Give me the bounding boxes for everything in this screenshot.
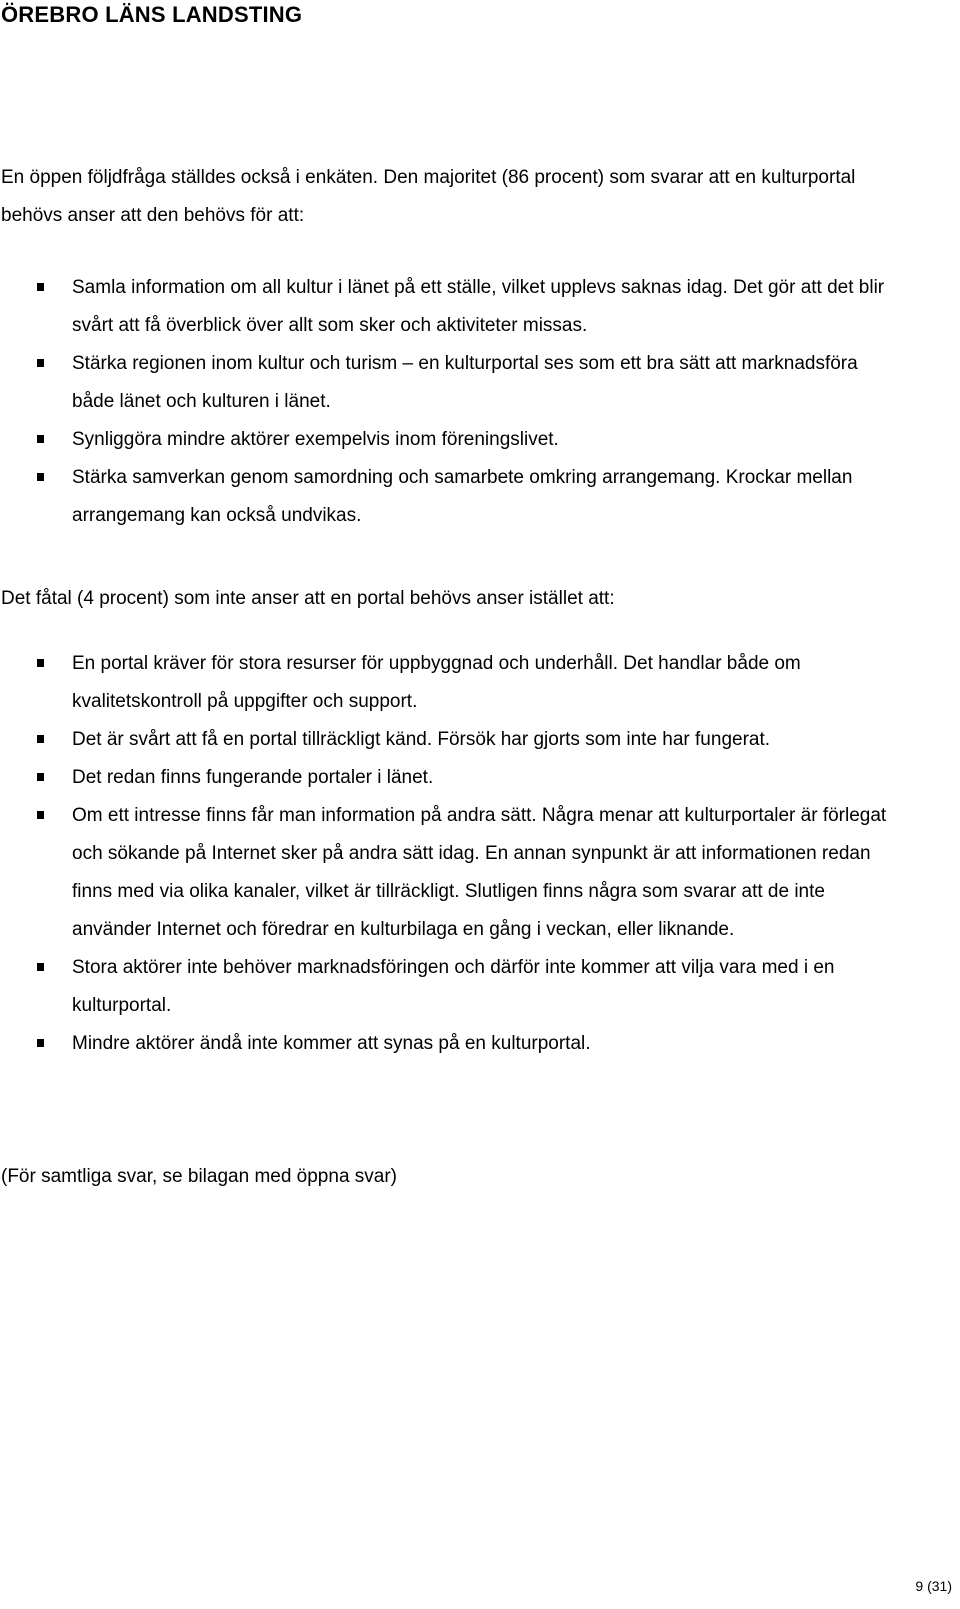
page-header-title: ÖREBRO LÄNS LANDSTING	[1, 2, 303, 27]
square-bullet-icon	[37, 963, 44, 971]
reasons-for-portal-list	[0, 269, 900, 535]
list-item	[0, 759, 900, 797]
list-item-text: Samla information om all kultur i länet på ett ställe, vilket upplevs saknas idag. Det gör att det blir svårt att få överblick över allt som sker och aktiviteter missas.	[72, 277, 885, 336]
list-item	[0, 345, 900, 421]
second-intro-paragraph: Det fåtal (4 procent) som inte anser att en portal behövs anser istället att:	[1, 588, 615, 609]
list-item-text: Det är svårt att få en portal tillräckligt känd. Försök har gjorts som inte har fungerat.	[72, 729, 771, 750]
list-item-text: Mindre aktörer ändå inte kommer att synas på en kulturportal.	[72, 1033, 591, 1054]
list-item-text: Synliggöra mindre aktörer exempelvis inom föreningslivet.	[72, 429, 559, 450]
intro-paragraph: En öppen följdfråga ställdes också i enkäten. Den majoritet (86 procent) som svarar att en kulturportal behövs anser att den behövs för att:	[1, 167, 856, 226]
square-bullet-icon	[37, 473, 44, 481]
list-item	[0, 459, 900, 535]
page-number: 9 (31)	[915, 1578, 952, 1594]
list-item	[0, 949, 900, 1025]
square-bullet-icon	[37, 811, 44, 819]
list-item	[0, 721, 900, 759]
list-item	[0, 421, 900, 459]
square-bullet-icon	[37, 773, 44, 781]
square-bullet-icon	[37, 659, 44, 667]
list-item-text: Stora aktörer inte behöver marknadsföringen och därför inte kommer att vilja vara med i en kulturportal.	[72, 957, 835, 1016]
list-item-text: Stärka samverkan genom samordning och samarbete omkring arrangemang. Krockar mellan arrangemang kan också undvikas.	[72, 467, 853, 526]
list-item	[0, 797, 900, 949]
list-item	[0, 1025, 900, 1063]
list-item-text: Om ett intresse finns får man information på andra sätt. Några menar att kulturportaler är förlegat och sökande på Internet sker på andra sätt idag. En annan synpunkt är att informationen redan finns med via olika kanaler, vilket är tillräckligt. Slutligen finns några som svarar att de inte använder Internet och föredrar en kulturbilaga en gång i veckan, eller liknande.	[72, 805, 887, 940]
list-item-text: En portal kräver för stora resurser för uppbyggnad och underhåll. Det handlar både om kvalitetskontroll på uppgifter och support.	[72, 653, 801, 712]
closing-note: (För samtliga svar, se bilagan med öppna svar)	[1, 1166, 398, 1187]
square-bullet-icon	[37, 435, 44, 443]
list-item-text: Stärka regionen inom kultur och turism – en kulturportal ses som ett bra sätt att marknadsföra både länet och kulturen i länet.	[72, 353, 858, 412]
reasons-against-portal-list	[0, 645, 900, 1063]
square-bullet-icon	[37, 283, 44, 291]
square-bullet-icon	[37, 1039, 44, 1047]
list-item-text: Det redan finns fungerande portaler i länet.	[72, 767, 434, 788]
square-bullet-icon	[37, 735, 44, 743]
square-bullet-icon	[37, 359, 44, 367]
list-item	[0, 645, 900, 721]
list-item	[0, 269, 900, 345]
